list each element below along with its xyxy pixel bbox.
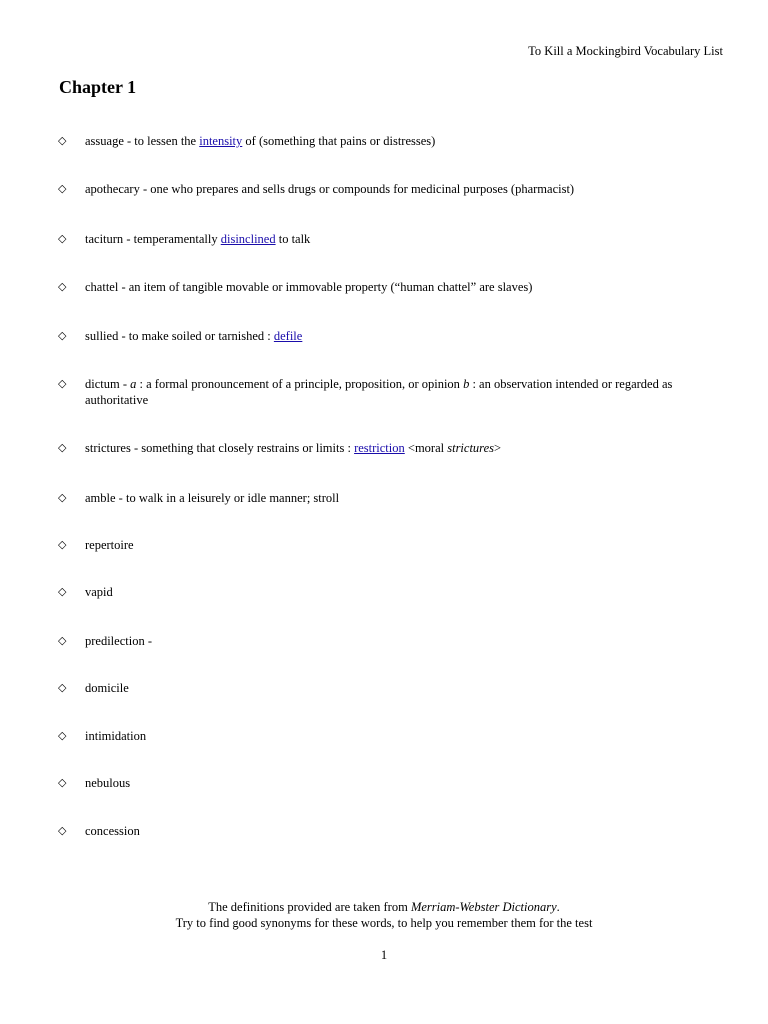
vocab-item-strictures xyxy=(58,440,708,456)
vocab-item-domicile xyxy=(58,680,708,696)
vocab-definition: : a formal pronouncement of a principle, proposition, or opinion xyxy=(136,377,464,391)
footer-study-tip: Try to find good synonyms for these words, to help you remember them for the test xyxy=(175,916,593,930)
diamond-bullet-icon: ◇ xyxy=(58,280,67,293)
diamond-bullet-icon: ◇ xyxy=(58,585,67,598)
vocab-entry: assuage - to lessen the intensity of (something that pains or distresses) xyxy=(85,134,436,148)
vocab-definition: : an observation intended or regarded as authoritative xyxy=(85,377,673,407)
vocab-entry xyxy=(85,728,708,744)
diamond-bullet-icon: ◇ xyxy=(58,232,67,245)
vocab-word: nebulous xyxy=(85,776,131,790)
sense-marker-b: b xyxy=(463,377,470,391)
diamond-bullet-icon: ◇ xyxy=(58,491,67,504)
vocab-entry xyxy=(85,680,708,696)
diamond-bullet-icon: ◇ xyxy=(58,441,67,454)
vocab-item-repertoire xyxy=(58,537,708,553)
vocab-entry: chattel - an item of tangible movable or immovable property (“human chattel” are slaves) xyxy=(85,280,533,294)
page-number: 1 xyxy=(380,948,388,962)
vocab-entry: sullied - to make soiled or tarnished : defile xyxy=(85,329,303,343)
vocab-item-assuage xyxy=(58,133,708,149)
diamond-bullet-icon: ◇ xyxy=(58,329,67,342)
vocab-definition: to make soiled or tarnished : xyxy=(128,329,274,343)
vocab-word: apothecary xyxy=(85,182,140,196)
vocab-item-dictum xyxy=(58,376,708,408)
footer-notes xyxy=(0,899,768,931)
vocab-definition: something that closely restrains or limits : xyxy=(141,441,355,455)
vocab-item-vapid xyxy=(58,584,708,600)
vocab-entry xyxy=(85,775,708,791)
vocab-definition: to walk in a leisurely or idle manner; stroll xyxy=(125,491,340,505)
vocab-entry xyxy=(85,584,708,600)
vocab-word: amble xyxy=(85,491,116,505)
running-header: To Kill a Mockingbird Vocabulary List xyxy=(528,44,723,58)
usage-example-word: strictures xyxy=(447,441,494,455)
diamond-bullet-icon: ◇ xyxy=(58,729,67,742)
vocab-word: domicile xyxy=(85,681,129,695)
vocab-entry: dictum - a : a formal pronouncement of a principle, proposition, or opinion b : an observation intended or regarded as authoritative xyxy=(85,377,673,407)
vocab-item-apothecary xyxy=(58,181,708,197)
vocab-definition: temperamentally xyxy=(133,232,221,246)
vocab-item-intimidation xyxy=(58,728,708,744)
vocab-item-concession xyxy=(58,823,708,839)
vocab-entry: taciturn - temperamentally disinclined to talk xyxy=(85,232,311,246)
vocab-word: intimidation xyxy=(85,729,147,743)
vocab-item-taciturn xyxy=(58,231,708,247)
definition-link-intensity[interactable]: intensity xyxy=(199,134,243,148)
vocab-word: chattel xyxy=(85,280,119,294)
vocab-definition: an item of tangible movable or immovable property (“human chattel” are slaves) xyxy=(128,280,533,294)
vocab-word: taciturn xyxy=(85,232,124,246)
definition-link-restriction[interactable]: restriction xyxy=(354,441,405,455)
vocab-entry: predilection - xyxy=(85,634,152,648)
vocab-definition: one who prepares and sells drugs or compounds for medicinal purposes (pharmacist) xyxy=(150,182,575,196)
vocab-entry xyxy=(85,537,708,553)
diamond-bullet-icon: ◇ xyxy=(58,377,67,390)
vocab-item-amble xyxy=(58,490,708,506)
vocab-definition: to lessen the xyxy=(134,134,200,148)
diamond-bullet-icon: ◇ xyxy=(58,134,67,147)
chapter-heading: Chapter 1 xyxy=(59,77,137,97)
vocab-word: predilection xyxy=(85,634,145,648)
definition-link-defile[interactable]: defile xyxy=(273,329,303,343)
footer-source-note: The definitions provided are taken from Merriam-Webster Dictionary. xyxy=(208,900,560,914)
vocab-entry: amble - to walk in a leisurely or idle manner; stroll xyxy=(85,491,340,505)
vocab-word: strictures xyxy=(85,441,131,455)
sense-marker-a: a xyxy=(130,377,137,391)
vocab-entry: strictures - something that closely restrains or limits : restriction <moral strictures> xyxy=(85,441,502,455)
vocab-entry: apothecary - one who prepares and sells drugs or compounds for medicinal purposes (pharmacist) xyxy=(85,182,575,196)
diamond-bullet-icon: ◇ xyxy=(58,634,67,647)
diamond-bullet-icon: ◇ xyxy=(58,182,67,195)
vocab-item-chattel xyxy=(58,279,708,295)
vocab-item-predilection xyxy=(58,633,708,649)
vocab-entry xyxy=(85,823,708,839)
vocab-word: vapid xyxy=(85,585,113,599)
definition-link-disinclined[interactable]: disinclined xyxy=(220,232,276,246)
vocab-word: concession xyxy=(85,824,140,838)
dictionary-title: Merriam-Webster Dictionary xyxy=(410,900,557,914)
diamond-bullet-icon: ◇ xyxy=(58,681,67,694)
vocab-word: sullied xyxy=(85,329,119,343)
vocab-item-nebulous xyxy=(58,775,708,791)
diamond-bullet-icon: ◇ xyxy=(58,824,67,837)
vocab-word: assuage xyxy=(85,134,124,148)
usage-example: <moral xyxy=(404,441,448,455)
diamond-bullet-icon: ◇ xyxy=(58,538,67,551)
vocab-word: repertoire xyxy=(85,538,134,552)
diamond-bullet-icon: ◇ xyxy=(58,776,67,789)
vocab-item-sullied xyxy=(58,328,708,344)
vocab-word: dictum xyxy=(85,377,120,391)
